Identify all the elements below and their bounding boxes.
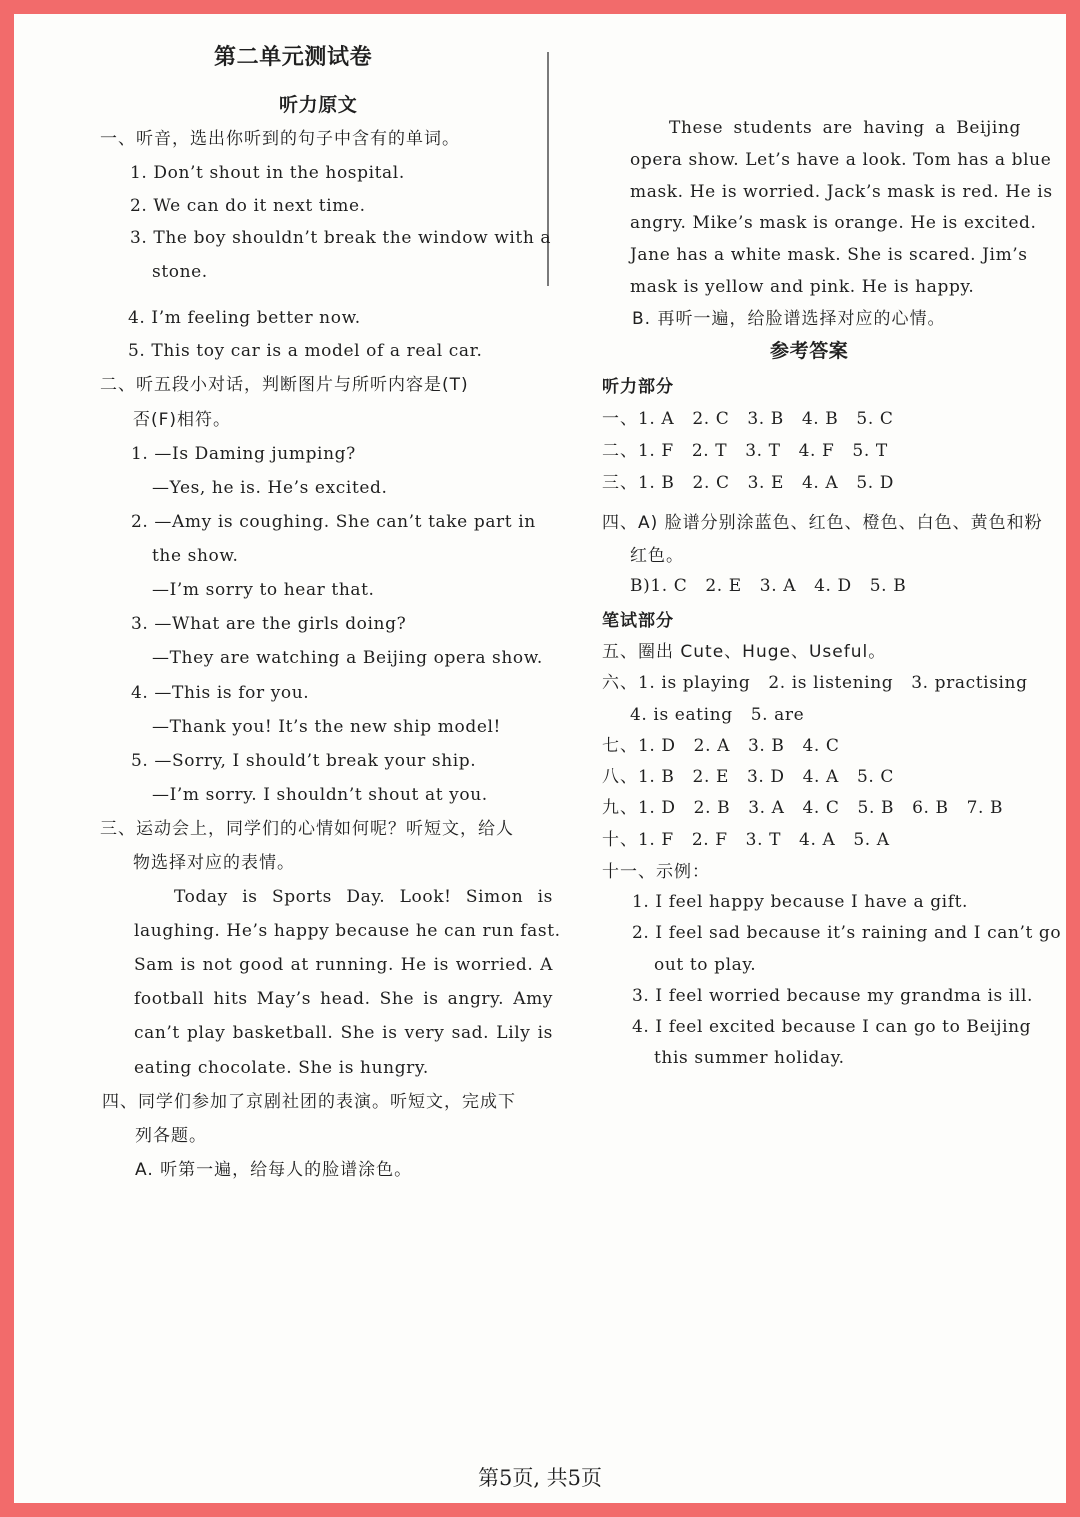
answer-item: 4. A — [799, 830, 836, 850]
answer-item: 4. C — [802, 798, 840, 818]
answer-item: 2. B — [693, 798, 731, 818]
page-title: 第二单元测试卷 — [214, 45, 373, 70]
s2-line-4: the show. — [152, 546, 239, 566]
s1-item-3-cont: stone. — [152, 262, 208, 282]
s4-passage-line-4: angry. Mike’s mask is orange. He is excited. — [630, 213, 1037, 233]
answer-11-line-4: 3. I feel worried because my grandma is ill. — [632, 986, 1033, 1006]
answer-item: 1. A — [638, 409, 675, 429]
answer-item: 4. C — [802, 736, 840, 756]
s1-item-1: 1. Don’t shout in the hospital. — [130, 163, 405, 183]
s2-line-11: —I’m sorry. I shouldn’t shout at you. — [152, 785, 488, 805]
answer-item: 5. T — [852, 441, 888, 461]
answer-item: 1. F — [638, 830, 674, 850]
section-3-heading-1: 三、运动会上，同学们的心情如何呢？听短文，给人 — [100, 819, 514, 839]
answer-label: 七、 — [602, 736, 638, 756]
s1-item-3: 3. The boy shouldn’t break the window with a — [130, 228, 552, 248]
answer-item: 1. D — [638, 798, 676, 818]
s4-passage-line-6: mask is yellow and pink. He is happy. — [630, 277, 975, 297]
answer-item: 6. B — [912, 798, 949, 818]
answer-item: 5. B — [857, 798, 895, 818]
answer-11-line-6: this summer holiday. — [654, 1048, 845, 1068]
s1-item-2: 2. We can do it next time. — [130, 196, 366, 216]
answer-item: 4. is eating — [630, 705, 733, 725]
section-2-heading-1: 二、听五段小对话，判断图片与所听内容是(T) — [100, 375, 469, 395]
answer-4a-line-1: 四、A) 脸谱分别涂蓝色、红色、橙色、白色、黄色和粉 — [602, 513, 1043, 533]
answer-label: 十、 — [602, 830, 638, 850]
answer-item: 1. D — [638, 736, 676, 756]
answer-item: 1. B — [638, 473, 675, 493]
answer-item: 2. E — [692, 767, 729, 787]
s4-passage-line-2: opera show. Let’s have a look. Tom has a blue — [630, 150, 1052, 170]
answer-item: 1. F — [638, 441, 674, 461]
answer-11-line-3: out to play. — [654, 955, 757, 975]
answer-9 — [602, 797, 1003, 819]
answer-11-line-2: 2. I feel sad because it’s raining and I can’t go — [632, 923, 1062, 943]
answer-item: 5. D — [856, 473, 894, 493]
s2-line-6: 3. —What are the girls doing? — [131, 614, 407, 634]
s3-passage-line-4: football hits May’s head. She is angry. Amy — [134, 989, 553, 1009]
s2-line-7: —They are watching a Beijing opera show. — [152, 648, 543, 668]
answer-item: 3. B — [747, 736, 785, 756]
column-divider — [547, 52, 549, 286]
answer-item: 2. E — [705, 576, 742, 596]
s3-passage-line-2: laughing. He’s happy because he can run fast. — [134, 921, 561, 941]
s2-line-9: —Thank you! It’s the new ship model! — [152, 717, 501, 737]
answer-5: 五、圈出 Cute、Huge、Useful。 — [602, 642, 887, 662]
answer-item: 1. C — [650, 576, 688, 596]
answer-item: 4. A — [802, 767, 839, 787]
page-footer: 第5页, 共5页 — [477, 1466, 603, 1490]
answer-item: 3. T — [745, 441, 781, 461]
answer-item: 5. A — [853, 830, 890, 850]
s2-line-3: 2. —Amy is coughing. She can’t take part in — [131, 512, 536, 532]
answer-item: 2. is listening — [768, 673, 894, 693]
answer-item: 3. A — [759, 576, 797, 596]
listening-part-title: 听力部分 — [602, 377, 674, 397]
answer-item: 3. T — [745, 830, 782, 850]
answer-item: 3. E — [747, 473, 784, 493]
answer-item: 2. T — [691, 441, 728, 461]
answer-item: 5. C — [856, 767, 894, 787]
answer-11-line-5: 4. I feel excited because I can go to Beijing — [632, 1017, 1032, 1037]
answer-sheet-page — [14, 14, 1066, 1503]
answer-label: 三、 — [602, 473, 638, 493]
answer-item: 2. A — [693, 736, 730, 756]
answer-7 — [602, 735, 840, 757]
answer-item: 7. B — [966, 798, 1004, 818]
listening-script-title: 听力原文 — [279, 94, 358, 116]
section-1-heading: 一、听音，选出你听到的句子中含有的单词。 — [100, 129, 460, 149]
answer-10 — [602, 829, 890, 851]
answer-item: 3. practising — [911, 673, 1028, 693]
answer-item: 1. B — [638, 767, 675, 787]
s2-line-5: —I’m sorry to hear that. — [152, 580, 375, 600]
answer-item: 2. C — [692, 409, 730, 429]
answer-6 — [602, 672, 1028, 694]
answer-4a-line-2: 红色。 — [630, 546, 684, 566]
answer-row-1 — [602, 408, 893, 430]
s1-item-4: 4. I’m feeling better now. — [128, 308, 361, 328]
s2-line-1: 1. —Is Daming jumping? — [131, 444, 356, 464]
answer-item: 5. B — [869, 576, 907, 596]
section-4-part-b: B. 再听一遍，给脸谱选择对应的心情。 — [632, 309, 946, 329]
answer-label: 八、 — [602, 767, 638, 787]
s3-passage-line-1: Today is Sports Day. Look! Simon is — [174, 887, 553, 907]
answer-item: 1. is playing — [638, 673, 751, 693]
s2-line-2: —Yes, he is. He’s excited. — [152, 478, 388, 498]
answer-label: B) — [630, 576, 651, 596]
writing-part-title: 笔试部分 — [602, 611, 674, 631]
answer-item: 4. B — [801, 409, 839, 429]
answer-label: 二、 — [602, 441, 638, 461]
answer-item: 2. C — [692, 473, 730, 493]
s4-passage-line-1: These students are having a Beijing — [669, 118, 1021, 138]
answer-6-cont — [630, 704, 804, 726]
answer-item: 3. A — [748, 798, 785, 818]
s1-item-5: 5. This toy car is a model of a real car. — [128, 341, 483, 361]
answer-item: 2. F — [691, 830, 728, 850]
answer-item: 5. C — [856, 409, 894, 429]
answer-label: 九、 — [602, 798, 638, 818]
s3-passage-line-3: Sam is not good at running. He is worried. A — [134, 955, 553, 975]
s4-passage-line-5: Jane has a white mask. She is scared. Jim’s — [630, 245, 1028, 265]
answer-row-3 — [602, 472, 894, 494]
section-2-heading-2: 否(F)相符。 — [133, 410, 232, 430]
answers-title: 参考答案 — [770, 340, 849, 362]
s3-passage-line-5: can’t play basketball. She is very sad. Lily is — [134, 1023, 553, 1043]
answer-item: 5. are — [750, 705, 805, 725]
answer-label: 六、 — [602, 673, 638, 693]
answer-4b — [630, 575, 906, 597]
answer-item: 3. D — [746, 767, 785, 787]
answer-item: 4. D — [814, 576, 852, 596]
answer-item: 3. B — [747, 409, 784, 429]
s2-line-8: 4. —This is for you. — [131, 683, 310, 703]
section-3-heading-2: 物选择对应的表情。 — [133, 853, 295, 873]
answer-11-line-1: 1. I feel happy because I have a gift. — [632, 892, 969, 912]
answer-row-2 — [602, 440, 888, 462]
answer-item: 4. A — [802, 473, 839, 493]
s2-line-10: 5. —Sorry, I should’t break your ship. — [131, 751, 477, 771]
section-4-heading-1: 四、同学们参加了京剧社团的表演。听短文，完成下 — [102, 1092, 516, 1112]
answer-8 — [602, 766, 894, 788]
answer-11-label: 十一、示例： — [602, 862, 710, 882]
answer-item: 4. F — [798, 441, 835, 461]
s4-passage-line-3: mask. He is worried. Jack’s mask is red. He is — [630, 182, 1053, 202]
answer-label: 一、 — [602, 409, 638, 429]
section-4-heading-2: 列各题。 — [135, 1126, 207, 1146]
section-4-part-a: A. 听第一遍，给每人的脸谱涂色。 — [135, 1160, 413, 1180]
s3-passage-line-6: eating chocolate. She is hungry. — [134, 1058, 429, 1078]
